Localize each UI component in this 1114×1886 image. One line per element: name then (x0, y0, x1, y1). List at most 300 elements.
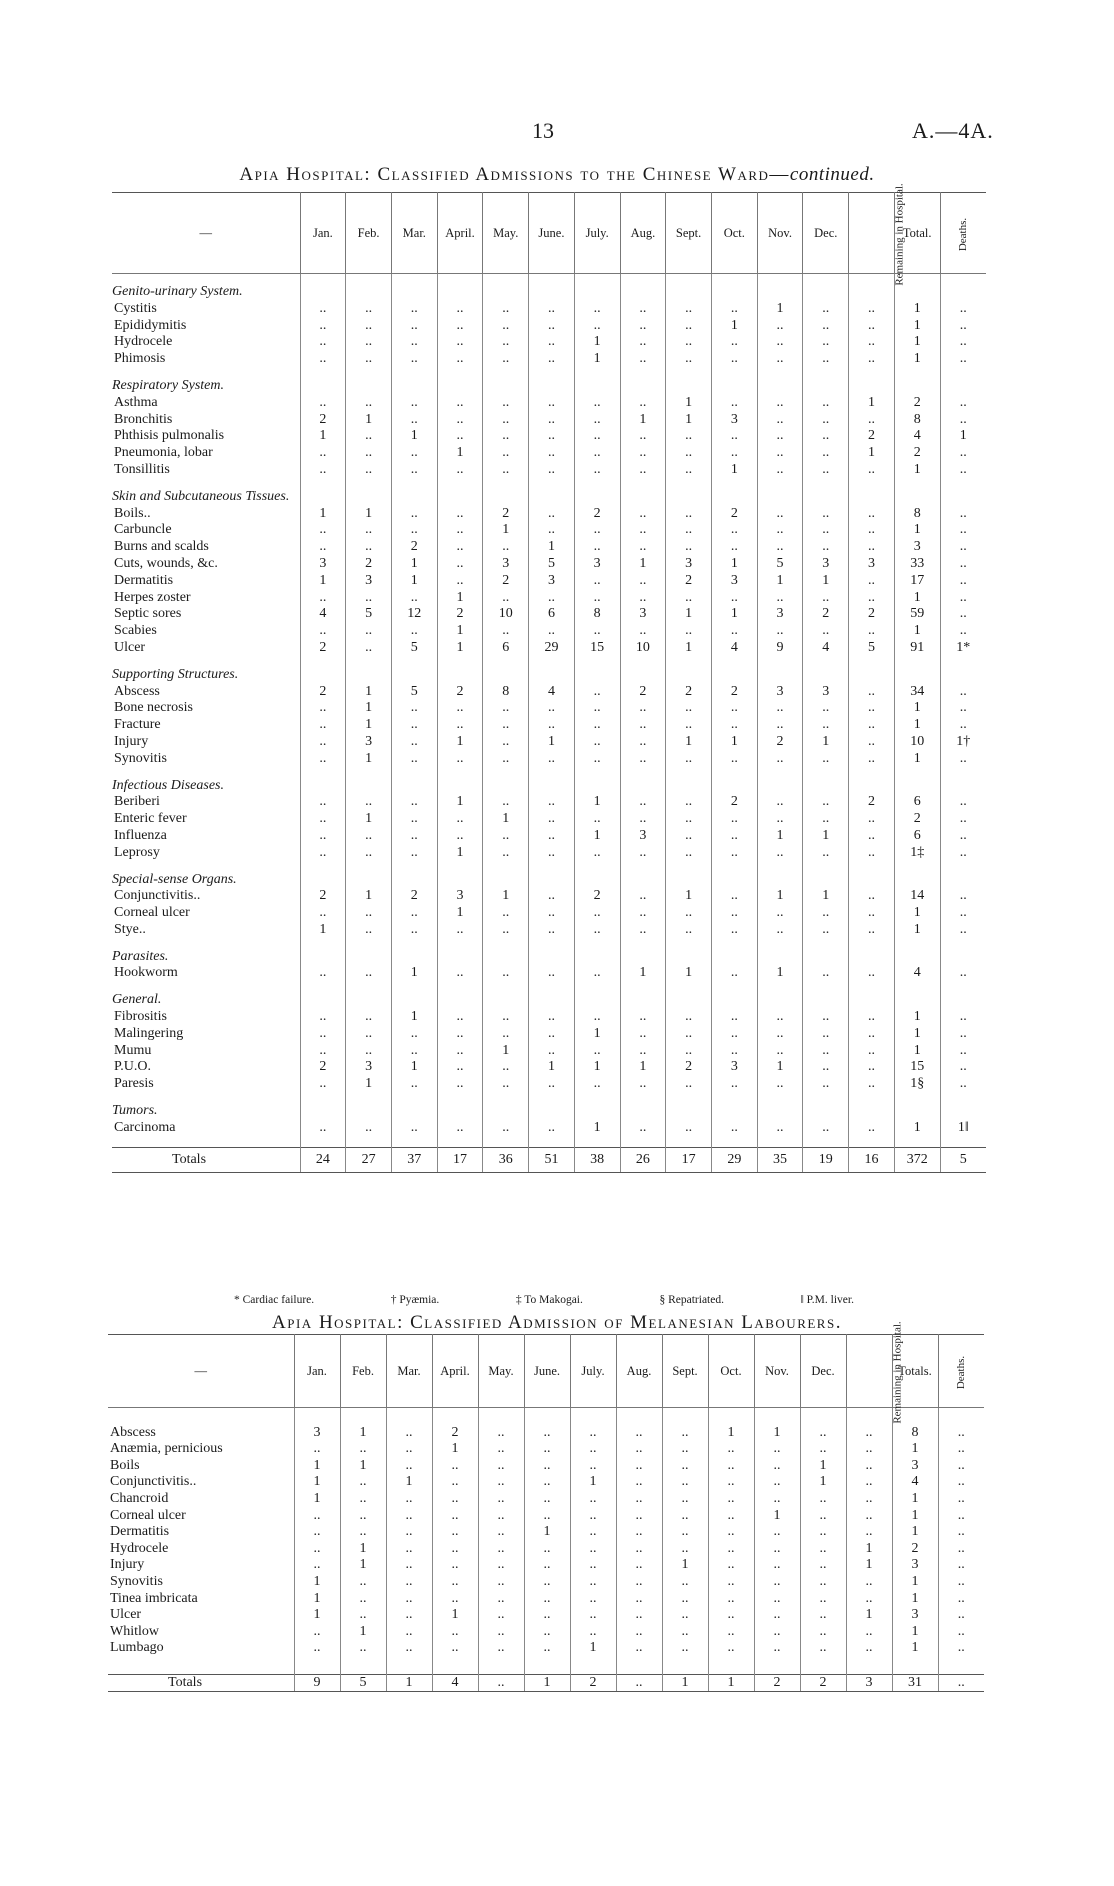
table-row (108, 1557, 984, 1574)
table-cell (300, 489, 346, 506)
table-cell: .. (432, 1574, 478, 1591)
table-cell: 1 (346, 717, 392, 734)
table-cell: .. (803, 506, 849, 523)
table-row (112, 905, 986, 922)
spacer-cell (300, 768, 346, 778)
table-cell: .. (386, 1541, 432, 1558)
table-cell: .. (711, 623, 757, 640)
table-cell: .. (800, 1624, 846, 1641)
table-cell: .. (483, 351, 529, 368)
spacer-cell (894, 1093, 940, 1103)
spacer-cell (300, 982, 346, 992)
table-cell: 1§ (894, 1076, 940, 1093)
spacer-row (112, 479, 986, 489)
spacer-cell (346, 862, 392, 872)
table-cell (894, 872, 940, 889)
table-cell: .. (570, 1607, 616, 1624)
table-cell: .. (803, 462, 849, 479)
table-cell (803, 489, 849, 506)
table-cell (894, 667, 940, 684)
table-cell: 2 (711, 684, 757, 701)
table-cell: .. (386, 1591, 432, 1608)
spacer-cell (662, 1408, 708, 1425)
table-cell: .. (391, 1026, 437, 1043)
column-header: July. (570, 1335, 616, 1408)
spacer-cell (294, 1408, 340, 1425)
table-cell: .. (754, 1541, 800, 1558)
table-cell: 10 (620, 640, 666, 657)
column-header: Nov. (757, 193, 803, 274)
table-cell: .. (666, 922, 712, 939)
table-cell (300, 949, 346, 966)
spacer-cell (574, 274, 620, 285)
table-cell: .. (437, 1026, 483, 1043)
table-cell (346, 778, 392, 795)
column-header: Totals. (892, 1335, 938, 1408)
table-cell: .. (616, 1574, 662, 1591)
table-cell: 1 (757, 573, 803, 590)
table-cell: .. (938, 1524, 984, 1541)
spacer-cell (662, 1657, 708, 1674)
table-row (112, 1026, 986, 1043)
spacer-cell (711, 939, 757, 949)
table-cell: .. (524, 1425, 570, 1442)
section-heading: Skin and Subcutaneous Tissues. (112, 488, 290, 504)
table-cell: .. (437, 828, 483, 845)
column-header: Sept. (666, 193, 712, 274)
table-cell: .. (616, 1474, 662, 1491)
table-cell: .. (300, 590, 346, 607)
table-cell: .. (346, 462, 392, 479)
table-cell: .. (711, 922, 757, 939)
table-cell: .. (432, 1508, 478, 1525)
table-cell: .. (620, 590, 666, 607)
table-cell: .. (570, 1491, 616, 1508)
spacer-cell (711, 982, 757, 992)
table-cell (666, 489, 712, 506)
table-cell: .. (849, 590, 895, 607)
spacer-cell (391, 982, 437, 992)
table-cell: 1 (894, 590, 940, 607)
table-cell: .. (757, 506, 803, 523)
section-heading-row (112, 1103, 986, 1120)
table-cell: .. (666, 506, 712, 523)
spacer-cell (940, 1137, 986, 1148)
table-cell: .. (437, 412, 483, 429)
table-cell: .. (386, 1640, 432, 1657)
table-cell: 8 (574, 606, 620, 623)
table-cell: .. (754, 1591, 800, 1608)
table-cell: 1 (483, 1043, 529, 1060)
table-cell: .. (666, 351, 712, 368)
row-label: Pneumonia, lobar (114, 445, 213, 461)
table-cell: .. (849, 573, 895, 590)
table-cell: 27 (346, 1147, 392, 1172)
table-header-row (112, 193, 986, 274)
spacer-cell (574, 939, 620, 949)
row-label: P.U.O. (114, 1059, 151, 1075)
table-cell: .. (574, 539, 620, 556)
table-cell: .. (708, 1474, 754, 1491)
table-cell: .. (757, 1043, 803, 1060)
row-label: Corneal ulcer (110, 1507, 186, 1523)
table-cell (437, 992, 483, 1009)
table-cell (574, 949, 620, 966)
table-cell: .. (849, 318, 895, 335)
table-cell: 17 (666, 1147, 712, 1172)
spacer-cell (894, 1137, 940, 1148)
section-heading: Special-sense Organs. (112, 871, 237, 887)
column-header: Feb. (340, 1335, 386, 1408)
table-cell: .. (846, 1491, 892, 1508)
table-cell: .. (708, 1607, 754, 1624)
spacer-cell (938, 1657, 984, 1674)
spacer-cell (849, 368, 895, 378)
spacer-cell (894, 939, 940, 949)
table-cell: .. (483, 734, 529, 751)
table-cell: .. (711, 828, 757, 845)
table-cell: .. (574, 1009, 620, 1026)
table-cell (894, 284, 940, 301)
table-cell: .. (340, 1508, 386, 1525)
chinese-ward-title-suffix: continued. (789, 164, 875, 185)
melanesian-labourers-title: Apia Hospital: Classified Admission of Melanesian Labourers. (272, 1312, 842, 1333)
table-cell (529, 489, 575, 506)
table-cell: .. (708, 1541, 754, 1558)
table-cell: .. (708, 1624, 754, 1641)
table-cell: .. (529, 828, 575, 845)
table-cell: 1 (757, 828, 803, 845)
table-cell: 4 (894, 965, 940, 982)
spacer-cell (391, 274, 437, 285)
table-cell (391, 872, 437, 889)
table-cell: .. (940, 811, 986, 828)
table-cell: .. (620, 734, 666, 751)
spacer-cell (620, 479, 666, 489)
table-cell: .. (437, 428, 483, 445)
table-cell: .. (846, 1640, 892, 1657)
table-cell: 3 (437, 888, 483, 905)
table-cell: .. (570, 1591, 616, 1608)
table-cell: 1 (894, 462, 940, 479)
table-cell: .. (294, 1557, 340, 1574)
table-cell: .. (574, 590, 620, 607)
row-label: Totals (112, 1147, 300, 1172)
table-cell: .. (300, 539, 346, 556)
table-cell: 1 (892, 1508, 938, 1525)
spacer-cell (803, 982, 849, 992)
spacer-cell (574, 982, 620, 992)
table-cell: .. (620, 301, 666, 318)
table-cell (437, 949, 483, 966)
table-cell: .. (849, 539, 895, 556)
row-label: Stye.. (114, 921, 146, 937)
table-cell: 1 (574, 828, 620, 845)
table-cell: .. (803, 905, 849, 922)
table-cell (529, 284, 575, 301)
table-cell (803, 872, 849, 889)
table-cell: 1 (346, 506, 392, 523)
table-cell (620, 667, 666, 684)
spacer-cell (529, 368, 575, 378)
table-cell: .. (437, 462, 483, 479)
table-cell: .. (708, 1524, 754, 1541)
table-cell (711, 872, 757, 889)
table-cell: .. (340, 1607, 386, 1624)
table-cell: .. (529, 794, 575, 811)
table-cell: 1 (574, 1026, 620, 1043)
row-label: Hydrocele (114, 334, 173, 350)
spacer-cell (803, 479, 849, 489)
spacer-cell (112, 1137, 300, 1148)
table-cell: .. (570, 1425, 616, 1442)
table-cell: .. (616, 1674, 662, 1692)
table-cell: .. (849, 301, 895, 318)
table-cell: .. (849, 811, 895, 828)
spacer-cell (391, 479, 437, 489)
chinese-ward-title-text: Apia Hospital: Classified Admissions to the Chinese Ward— (239, 164, 790, 185)
table-row (108, 1458, 984, 1475)
table-cell: .. (711, 845, 757, 862)
spacer-cell (940, 862, 986, 872)
table-cell: 1 (803, 828, 849, 845)
table-cell: 1 (524, 1674, 570, 1692)
table-cell: .. (437, 334, 483, 351)
table-cell: .. (666, 539, 712, 556)
table-cell (940, 872, 986, 889)
table-row (112, 334, 986, 351)
spacer-cell (666, 657, 712, 667)
table-cell: 1 (391, 428, 437, 445)
table-cell: .. (391, 1043, 437, 1060)
table-cell (437, 489, 483, 506)
column-header: Oct. (711, 193, 757, 274)
row-label: Conjunctivitis.. (110, 1474, 197, 1490)
table-cell: 1 (892, 1491, 938, 1508)
table-cell: .. (620, 1043, 666, 1060)
table-cell: .. (386, 1607, 432, 1624)
table-cell: .. (529, 318, 575, 335)
table-cell: 1 (432, 1607, 478, 1624)
table-cell: .. (803, 845, 849, 862)
spacer-cell (391, 768, 437, 778)
table-cell: .. (662, 1441, 708, 1458)
table-cell: .. (529, 888, 575, 905)
table-cell: .. (294, 1524, 340, 1541)
table-cell: 24 (300, 1147, 346, 1172)
table-cell: .. (666, 428, 712, 445)
table-cell: 1 (574, 1120, 620, 1137)
table-cell: 1 (524, 1524, 570, 1541)
spacer-cell (620, 1137, 666, 1148)
table-cell (666, 949, 712, 966)
spacer-cell (346, 982, 392, 992)
table-cell: .. (483, 845, 529, 862)
table-cell: .. (300, 522, 346, 539)
table-cell: .. (391, 590, 437, 607)
table-cell: .. (754, 1557, 800, 1574)
table-row (112, 1009, 986, 1026)
table-cell: .. (346, 539, 392, 556)
table-cell (391, 378, 437, 395)
table-cell: .. (294, 1624, 340, 1641)
table-cell: .. (662, 1574, 708, 1591)
table-row (112, 965, 986, 982)
spacer-cell (346, 1093, 392, 1103)
table-cell (757, 489, 803, 506)
table-cell: 1 (894, 1043, 940, 1060)
table-cell: .. (849, 717, 895, 734)
table-row (108, 1441, 984, 1458)
table-cell: 1 (529, 1059, 575, 1076)
table-cell: .. (849, 1059, 895, 1076)
table-cell: 1 (894, 522, 940, 539)
spacer-cell (803, 657, 849, 667)
table-cell: 15 (574, 640, 620, 657)
table-cell: .. (391, 794, 437, 811)
table-cell: .. (849, 1009, 895, 1026)
table-cell (574, 992, 620, 1009)
table-cell: .. (432, 1541, 478, 1558)
table-cell: .. (711, 395, 757, 412)
spacer-cell (570, 1657, 616, 1674)
spacer-cell (483, 939, 529, 949)
table-cell: 1 (711, 556, 757, 573)
spacer-cell (940, 939, 986, 949)
table-cell: 2 (894, 395, 940, 412)
table-cell: .. (391, 700, 437, 717)
table-cell: 1 (346, 684, 392, 701)
table-cell: .. (529, 700, 575, 717)
spacer-cell (620, 1093, 666, 1103)
table-cell: .. (849, 751, 895, 768)
table-cell: .. (570, 1441, 616, 1458)
table-cell: .. (483, 590, 529, 607)
table-cell: 9 (294, 1674, 340, 1692)
table-cell: 8 (483, 684, 529, 701)
table-cell: .. (340, 1591, 386, 1608)
table-cell (894, 378, 940, 395)
table-cell: .. (391, 522, 437, 539)
spacer-cell (894, 657, 940, 667)
table-row (112, 428, 986, 445)
spacer-cell (529, 1093, 575, 1103)
table-cell: .. (938, 1591, 984, 1608)
spacer-cell (754, 1408, 800, 1425)
column-header: Jan. (300, 193, 346, 274)
table-cell: .. (849, 922, 895, 939)
table-cell: 3 (849, 556, 895, 573)
table-cell: .. (574, 965, 620, 982)
table-cell: .. (529, 717, 575, 734)
table-cell: 1 (894, 351, 940, 368)
column-header: Nov. (754, 1335, 800, 1408)
table-cell: .. (529, 1076, 575, 1093)
row-label: Conjunctivitis.. (114, 888, 201, 904)
table-cell: .. (391, 922, 437, 939)
table-cell (666, 378, 712, 395)
table-cell: 1 (300, 506, 346, 523)
spacer-cell (574, 479, 620, 489)
table-cell: 2 (300, 412, 346, 429)
spacer-cell (437, 862, 483, 872)
table-cell: 1* (940, 640, 986, 657)
table-cell: .. (940, 573, 986, 590)
table-cell: 2 (894, 811, 940, 828)
table-cell (940, 992, 986, 1009)
section-heading: Infectious Diseases. (112, 777, 224, 793)
table-cell: .. (803, 965, 849, 982)
table-cell: .. (666, 522, 712, 539)
table-cell: .. (616, 1508, 662, 1525)
table-cell: 1 (849, 445, 895, 462)
table-row (112, 522, 986, 539)
row-label: Hydrocele (110, 1540, 169, 1556)
table-cell: .. (666, 318, 712, 335)
row-label: Influenza (114, 827, 167, 843)
table-cell: 2 (574, 506, 620, 523)
spacer-row (112, 1137, 986, 1148)
table-cell: 5 (529, 556, 575, 573)
table-cell: 3 (294, 1425, 340, 1442)
table-cell: 4 (711, 640, 757, 657)
spacer-cell (803, 1093, 849, 1103)
spacer-row (112, 274, 986, 285)
table-cell: .. (574, 700, 620, 717)
table-cell: .. (938, 1674, 984, 1692)
table-cell: .. (846, 1524, 892, 1541)
spacer-cell (529, 982, 575, 992)
table-cell: .. (849, 845, 895, 862)
table-cell: 1 (529, 539, 575, 556)
table-cell (346, 872, 392, 889)
totals-row (112, 1147, 986, 1172)
table-cell: 1 (346, 412, 392, 429)
table-cell (437, 1103, 483, 1120)
spacer-cell (112, 368, 300, 378)
table-cell: .. (529, 590, 575, 607)
spacer-cell (757, 768, 803, 778)
table-cell: .. (662, 1524, 708, 1541)
table-cell: 2 (432, 1425, 478, 1442)
table-cell: 2 (346, 556, 392, 573)
table-cell: 1 (620, 1059, 666, 1076)
chinese-ward-title (0, 164, 1114, 186)
table-cell: .. (662, 1640, 708, 1657)
table-cell: .. (524, 1574, 570, 1591)
spacer-cell (620, 657, 666, 667)
table-cell: .. (616, 1458, 662, 1475)
table-cell: 1 (662, 1674, 708, 1692)
table-cell (483, 284, 529, 301)
table-cell (849, 778, 895, 795)
table-cell: .. (849, 506, 895, 523)
table-cell: .. (666, 845, 712, 862)
table-row (112, 318, 986, 335)
table-cell: .. (620, 539, 666, 556)
spacer-cell (437, 479, 483, 489)
spacer-cell (666, 862, 712, 872)
table-cell: 1 (892, 1624, 938, 1641)
table-cell: 1 (294, 1591, 340, 1608)
table-cell (757, 667, 803, 684)
table-cell: .. (391, 351, 437, 368)
table-cell: .. (757, 922, 803, 939)
table-cell: 2 (757, 734, 803, 751)
spacer-row (112, 768, 986, 778)
table-cell: .. (437, 506, 483, 523)
table-cell: .. (574, 395, 620, 412)
